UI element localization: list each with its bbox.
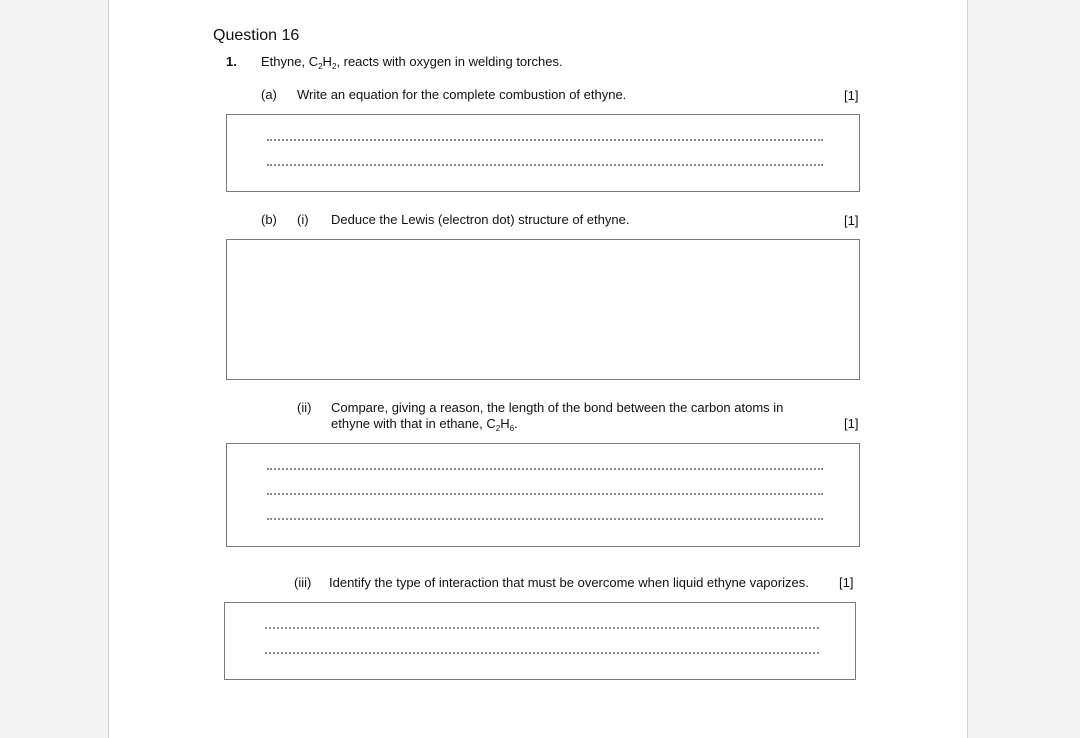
part-b-i-prompt: Deduce the Lewis (electron dot) structure of ethyne. [331, 212, 630, 227]
part-b-iii-marks: [1] [839, 575, 854, 590]
part-b-ii-answer-box[interactable] [226, 443, 860, 547]
part-b-i-label: (i) [297, 212, 309, 227]
answer-line [265, 652, 819, 654]
part-b-iii-prompt: Identify the type of interaction that must be overcome when liquid ethyne vaporizes. [329, 575, 809, 590]
part-a-prompt: Write an equation for the complete combustion of ethyne. [297, 87, 627, 102]
part-b-ii-label: (ii) [297, 400, 312, 415]
part-b-i-marks: [1] [844, 213, 859, 228]
part-b-i-answer-box[interactable] [226, 239, 860, 380]
part-b-label: (b) [261, 212, 277, 227]
answer-line [265, 627, 819, 629]
answer-line [267, 468, 823, 470]
part-b-iii-answer-box[interactable] [224, 602, 856, 680]
answer-line [267, 164, 823, 166]
answer-line [267, 518, 823, 520]
question-stem: Ethyne, $C_2H_2$, reacts with oxygen in welding torches. [261, 54, 563, 71]
answer-line [267, 139, 823, 141]
part-b-ii-marks: [1] [844, 416, 859, 431]
part-a-marks: [1] [844, 88, 859, 103]
question-number: 1. [226, 54, 237, 69]
part-b-ii-prompt-line1: Compare, giving a reason, the length of the bond between the carbon atoms in [331, 400, 784, 415]
question-title: Question 16 [213, 27, 300, 44]
part-a-label: (a) [261, 87, 277, 102]
answer-line [267, 493, 823, 495]
exam-page [108, 0, 968, 738]
part-b-iii-label: (iii) [294, 575, 312, 590]
part-a-answer-box[interactable] [226, 114, 860, 192]
part-b-ii-prompt-line2: ethyne with that in ethane, $C_2H_6$. [331, 416, 518, 433]
